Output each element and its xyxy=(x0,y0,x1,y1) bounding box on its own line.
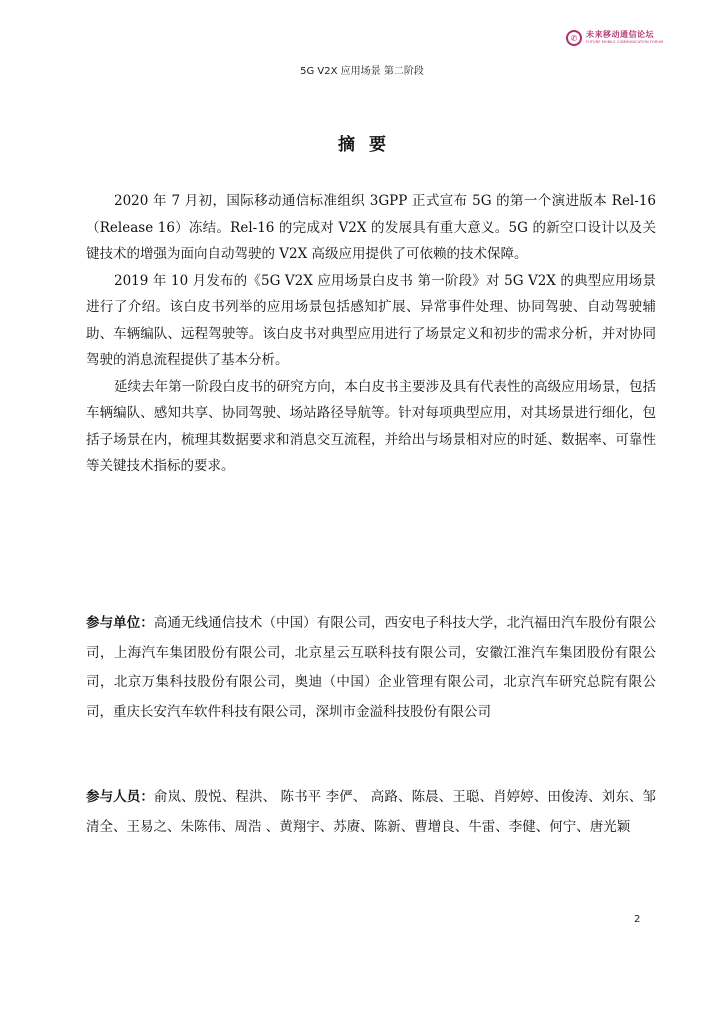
participants-text: 俞岚、殷悦、程洪、 陈书平 李俨、 高路、陈晨、王聪、肖婷婷、田俊涛、刘东、邹清全、王易之、朱陈伟、周浩 、黄翔宇、苏赓、陈新、曹增良、牛雷、李健、何宁、唐光颖 xyxy=(86,789,656,835)
forum-logo-cn: 未来移动通信论坛 xyxy=(586,30,654,40)
abstract-paragraph-1: 2020 年 7 月初，国际移动通信标准组织 3GPP 正式宣布 5G 的第一个演进版本 Rel-16（Release 16）冻结。Rel-16 的完成对 V2X 的发展具有重大意义。5G 的新空口设计以及关键技术的增强为面向自动驾驶的 V2X 高级应用提供了可依赖的技术保障。 xyxy=(86,193,656,262)
participating-units-text: 高通无线通信技术（中国）有限公司，西安电子科技大学，北汽福田汽车股份有限公司，上海汽车集团股份有限公司，北京星云互联科技有限公司，安徽江淮汽车集团股份有限公司，北京万集科技股份有限公司，奥迪（中国）企业管理有限公司，北京汽车研究总院有限公司，重庆长安汽车软件科技有限公司，深圳市金溢科技股份有限公司 xyxy=(86,615,657,720)
abstract-paragraph-2: 2019 年 10 月发布的《5G V2X 应用场景白皮书 第一阶段》对 5G V2X 的典型应用场景进行了介绍。该白皮书列举的应用场景包括感知扩展、异常事件处理、协同驾驶、自动驾驶辅助、车辆编队、远程驾驶等。该白皮书对典型应用进行了场景定义和初步的需求分析，并对协同驾驶的消息流程提供了基本分析。 xyxy=(86,272,656,368)
forum-logo xyxy=(566,30,663,46)
participating-units-label: 参与单位： xyxy=(86,615,154,631)
page-number: 2 xyxy=(634,914,641,925)
forum-logo-en: FUTURE MOBILE COMMUNICATION FORUM xyxy=(586,40,664,45)
participants xyxy=(86,783,656,842)
participants-label: 参与人员： xyxy=(86,789,154,805)
forum-logo-text xyxy=(586,31,663,45)
running-header: 5G V2X 应用场景 第二阶段 xyxy=(300,66,424,77)
abstract-paragraph-3: 延续去年第一阶段白皮书的研究方向，本白皮书主要涉及具有代表性的高级应用场景，包括车辆编队、感知共享、协同驾驶、场站路径导航等。针对每项典型应用，对其场景进行细化，包括子场景在内，梳理其数据要求和消息交互流程，并给出与场景相对应的时延、数据率、可靠性等关键技术指标的要求。 xyxy=(86,378,656,474)
abstract-body xyxy=(86,188,656,480)
page-title: 摘要 xyxy=(338,135,400,155)
participating-units xyxy=(86,609,656,727)
forum-logo-icon: ✆ xyxy=(566,30,582,46)
